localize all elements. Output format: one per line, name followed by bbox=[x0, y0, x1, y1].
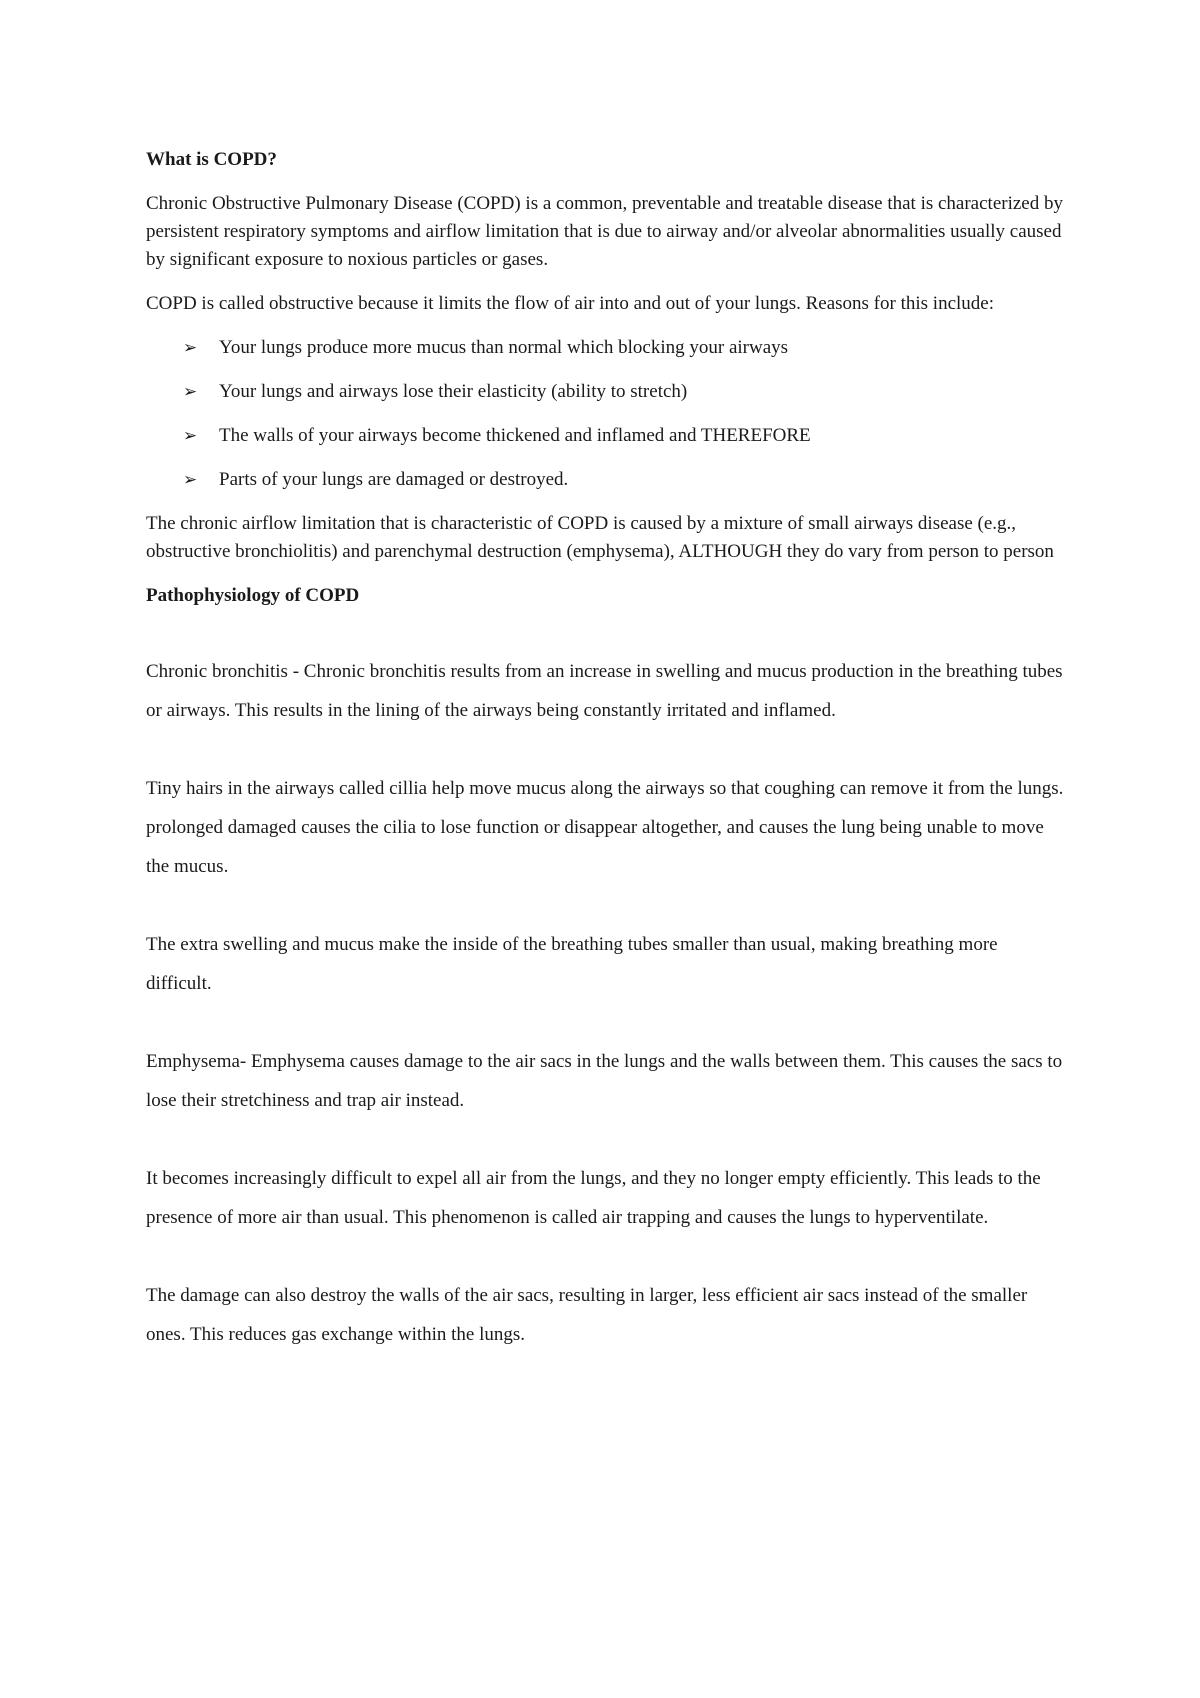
list-item-text: Parts of your lungs are damaged or destroyed. bbox=[219, 469, 569, 490]
patho-paragraph: Tiny hairs in the airways called cillia help move mucus along the airways so that coughing can remove it from the lungs. prolonged damaged causes the cilia to lose function or disappear altogether, and causes the lung being unable to move the mucus. bbox=[146, 778, 1064, 877]
list-item-text: Your lungs produce more mucus than normal which blocking your airways bbox=[219, 337, 789, 358]
list-item bbox=[146, 334, 1066, 362]
list-item-text: Your lungs and airways lose their elasticity (ability to stretch) bbox=[219, 381, 688, 402]
list-item bbox=[146, 378, 1066, 406]
heading-pathophysiology: Pathophysiology of COPD bbox=[146, 585, 360, 606]
patho-paragraph: Emphysema- Emphysema causes damage to the air sacs in the lungs and the walls between them. This causes the sacs to lose their stretchiness and trap air instead. bbox=[146, 1051, 1063, 1111]
patho-paragraph: The damage can also destroy the walls of the air sacs, resulting in larger, less efficient air sacs instead of the smaller ones. This reduces gas exchange within the lungs. bbox=[146, 1285, 1028, 1345]
arrow-bullet-icon: ➢ bbox=[183, 470, 198, 490]
pathophysiology-section bbox=[146, 652, 1066, 1354]
arrow-bullet-icon: ➢ bbox=[183, 426, 198, 446]
obstructive-paragraph: COPD is called obstructive because it limits the flow of air into and out of your lungs. Reasons for this include: bbox=[146, 293, 994, 314]
arrow-bullet-icon: ➢ bbox=[183, 338, 198, 358]
document-body bbox=[146, 146, 1066, 1393]
reasons-list bbox=[146, 334, 1066, 494]
patho-paragraph: Chronic bronchitis - Chronic bronchitis results from an increase in swelling and mucus production in the breathing tubes or airways. This results in the lining of the airways being constantly irritated and inflamed. bbox=[146, 661, 1063, 721]
list-item-text: The walls of your airways become thickened and inflamed and THEREFORE bbox=[219, 425, 811, 446]
patho-paragraph: It becomes increasingly difficult to expel all air from the lungs, and they no longer empty efficiently. This leads to the presence of more air than usual. This phenomenon is called air trapping and causes the lungs to hyperventilate. bbox=[146, 1168, 1041, 1228]
arrow-bullet-icon: ➢ bbox=[183, 382, 198, 402]
list-item bbox=[146, 466, 1066, 494]
list-item bbox=[146, 422, 1066, 450]
chronic-airflow-paragraph: The chronic airflow limitation that is characteristic of COPD is caused by a mixture of small airways disease (e.g., obstructive bronchiolitis) and parenchymal destruction (emphysema), ALTHOUGH they do vary from person to person bbox=[146, 513, 1054, 562]
heading-what-is-copd: What is COPD? bbox=[146, 149, 277, 170]
intro-paragraph: Chronic Obstructive Pulmonary Disease (COPD) is a common, preventable and treatable disease that is characterized by persistent respiratory symptoms and airflow limitation that is due to airway and/or alveolar abnormalities usually caused by significant exposure to noxious particles or gases. bbox=[146, 193, 1063, 270]
patho-paragraph: The extra swelling and mucus make the inside of the breathing tubes smaller than usual, making breathing more difficult. bbox=[146, 934, 998, 994]
